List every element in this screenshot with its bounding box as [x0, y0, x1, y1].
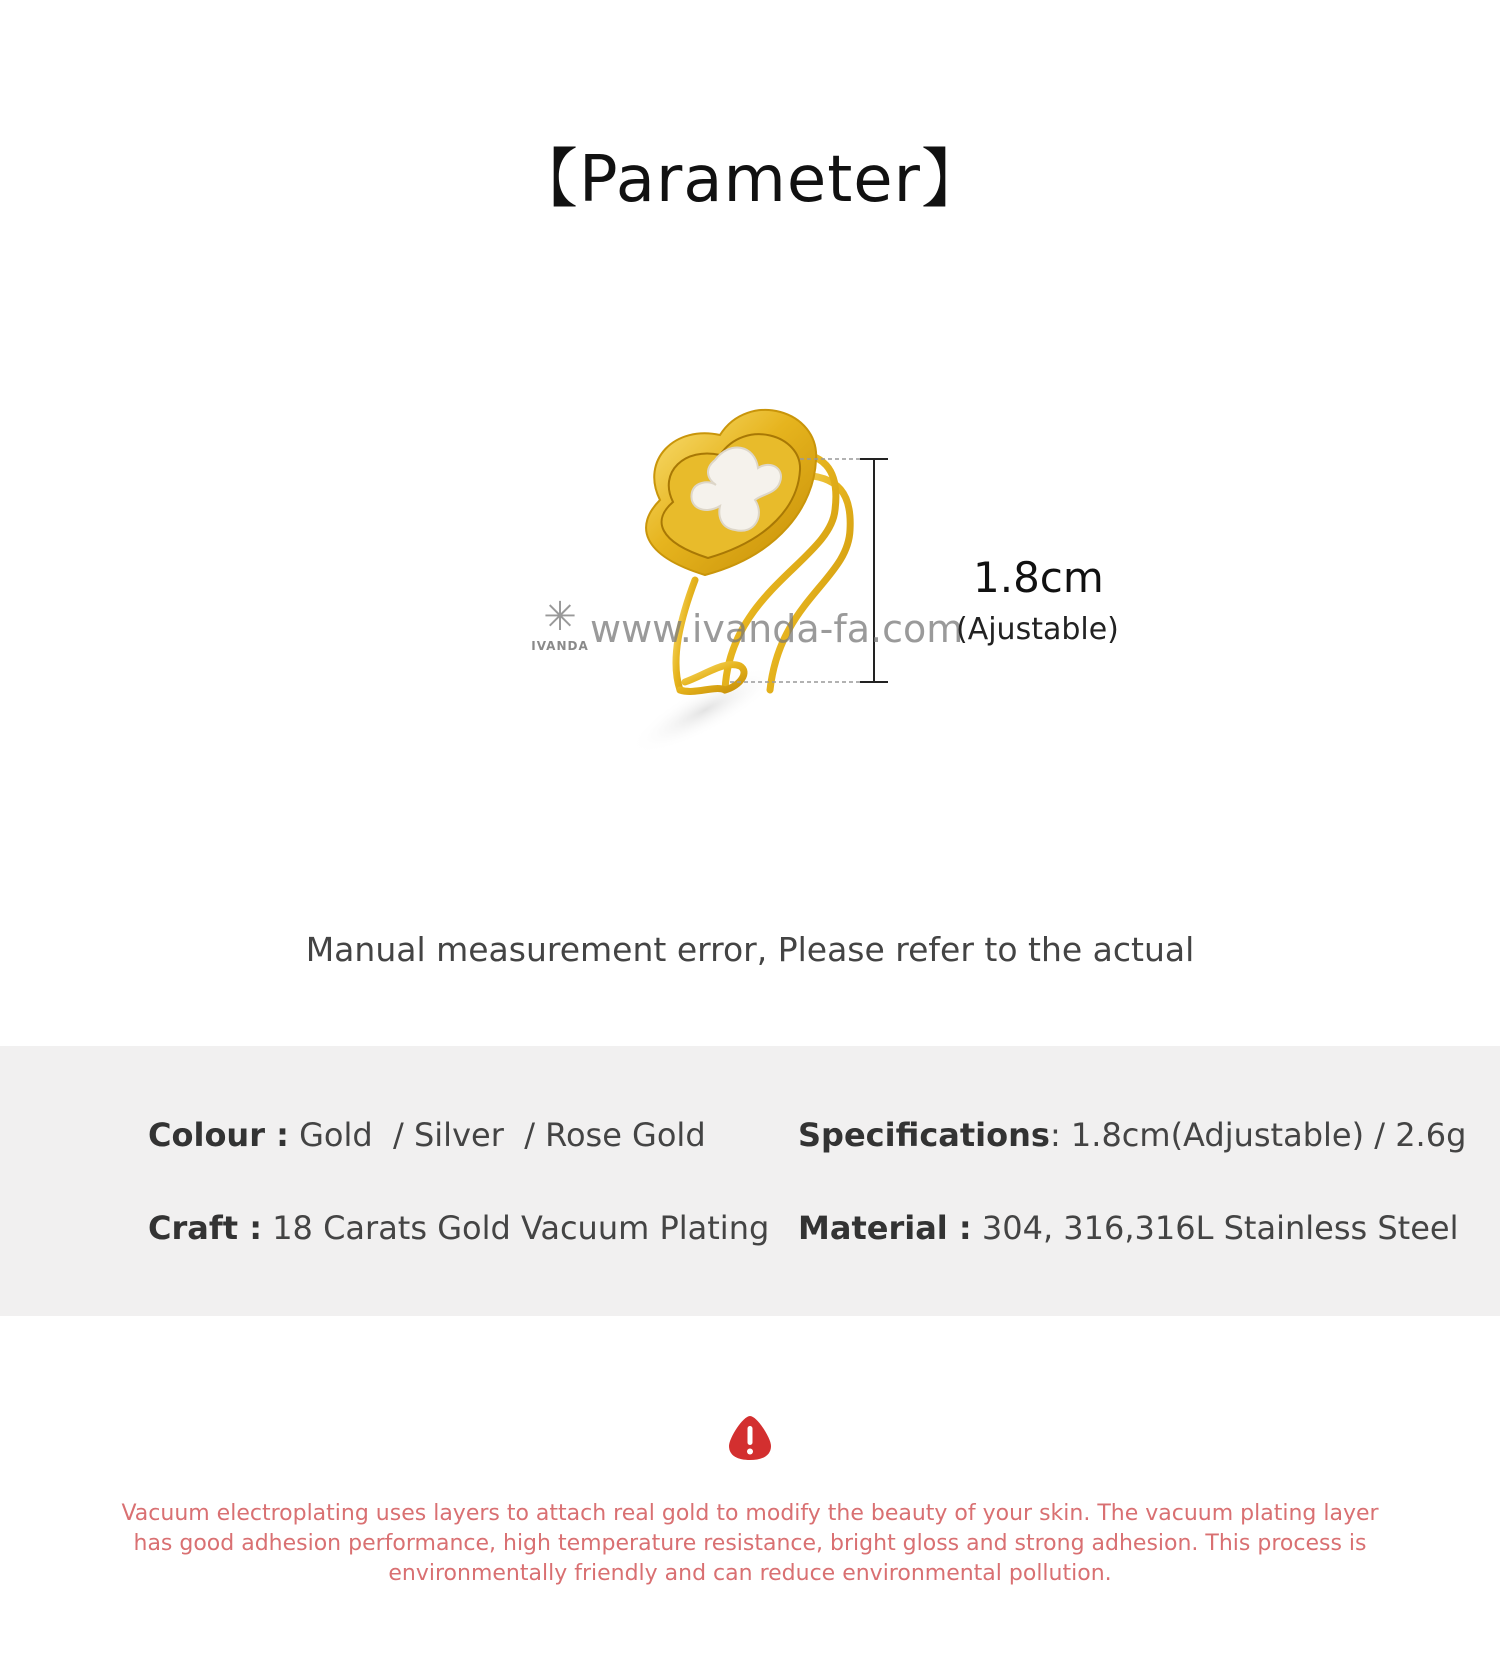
- spec-specifications: [798, 1116, 1466, 1154]
- watermark-logo: [530, 595, 590, 665]
- spec-craft-value: 18 Carats Gold Vacuum Plating: [272, 1209, 770, 1247]
- plating-disclaimer: Vacuum electroplating uses layers to attach real gold to modify the beauty of your skin. The vacuum plating layer has good adhesion performance, high temperature resistance, bright gloss and strong adhesion. This process is environmentally friendly and can reduce environmental pollution.: [121, 1501, 1379, 1586]
- product-figure: [480, 390, 1120, 830]
- spec-material: [798, 1209, 1458, 1247]
- spec-colour-value: Gold / Silver / Rose Gold: [299, 1116, 706, 1154]
- spec-specifications-label: Specifications: [798, 1116, 1050, 1154]
- spec-craft-label: Craft :: [148, 1209, 263, 1247]
- star-icon: ✳: [543, 595, 577, 639]
- spec-panel: [0, 1046, 1500, 1316]
- watermark-brand: IVANDA: [531, 639, 589, 653]
- spec-material-label: Material :: [798, 1209, 972, 1247]
- dimension-note: (Ajustable): [956, 612, 1119, 647]
- dimension-value: 1.8cm: [973, 553, 1104, 602]
- page-title: 【Parameter】: [514, 143, 986, 217]
- spec-craft: [148, 1209, 769, 1247]
- watermark-url: www.ivanda-fa.com: [590, 607, 964, 651]
- spec-colour: [148, 1116, 706, 1154]
- spec-colour-label: Colour :: [148, 1116, 289, 1154]
- ring-shadow: [620, 651, 791, 770]
- spec-material-value: 304, 316,316L Stainless Steel: [981, 1209, 1459, 1247]
- watermark: [530, 595, 990, 665]
- exclamation-warning-icon: [727, 1414, 773, 1462]
- spec-specifications-value: : 1.8cm(Adjustable) / 2.6g: [1049, 1116, 1467, 1154]
- measurement-notice: Manual measurement error, Please refer to the actual: [305, 930, 1195, 969]
